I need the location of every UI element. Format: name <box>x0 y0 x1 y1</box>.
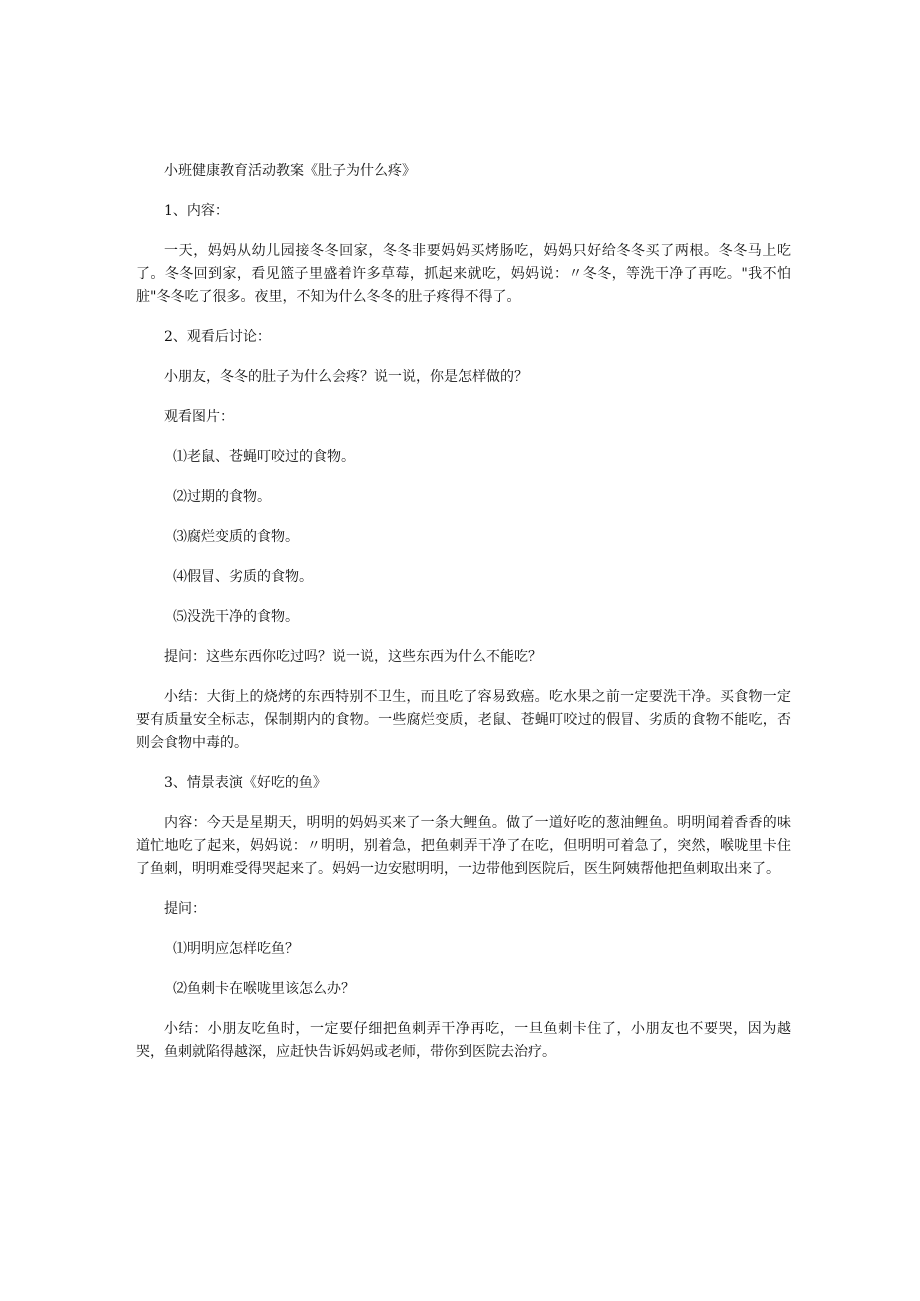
document-page <box>136 160 791 1081</box>
section1-heading: 1、内容： <box>164 203 229 219</box>
section3-ask-label: 提问： <box>164 901 206 917</box>
section2-question: 小朋友，冬冬的肚子为什么会疼？说一说，你是怎样做的？ <box>164 369 528 385</box>
question-item: ⑵鱼刺卡在喉咙里该怎么办？ <box>173 981 355 997</box>
picture-item: ⑸没洗干净的食物。 <box>173 609 299 625</box>
picture-item: ⑵过期的食物。 <box>173 489 271 505</box>
section3-summary: 小结：小朋友吃鱼时，一定要仔细把鱼刺弄干净再吃，一旦鱼刺卡住了，小朋友也不要哭，因为越哭，鱼刺就陷得越深，应赶快告诉妈妈或老师，带你到医院去治疗。 <box>136 1021 791 1060</box>
question-item: ⑴明明应怎样吃鱼？ <box>173 941 299 957</box>
section3-content: 内容：今天是星期天，明明的妈妈买来了一条大鲤鱼。做了一道好吃的葱油鲤鱼。明明闻着香香的味道忙地吃了起来，妈妈说：〃明明，别着急，把鱼刺弄干净了在吃，但明明可着急了，突然，喉咙里卡住了鱼刺，明明难受得哭起来了。妈妈一边安慰明明，一边带他到医院后，医生阿姨帮他把鱼刺取出来了。 <box>136 815 791 877</box>
section1-story: 一天，妈妈从幼儿园接冬冬回家，冬冬非要妈妈买烤肠吃，妈妈只好给冬冬买了两根。冬冬马上吃了。冬冬回到家，看见篮子里盛着许多草莓，抓起来就吃，妈妈说：〃冬冬，等洗干净了再吃。"我不怕脏"冬冬吃了很多。夜里，不知为什么冬冬的肚子疼得不得了。 <box>136 243 791 305</box>
section2-heading: 2、观看后讨论： <box>164 329 271 345</box>
picture-item: ⑷假冒、劣质的食物。 <box>173 569 313 585</box>
picture-item: ⑶腐烂变质的食物。 <box>173 529 299 545</box>
section2-ask: 提问：这些东西你吃过吗？说一说，这些东西为什么不能吃？ <box>164 649 542 665</box>
section3-heading: 3、情景表演《好吃的鱼》 <box>164 775 327 791</box>
picture-item: ⑴老鼠、苍蝇叮咬过的食物。 <box>173 449 355 465</box>
document-title: 小班健康教育活动教案《肚子为什么疼》 <box>164 163 416 179</box>
section2-summary: 小结：大街上的烧烤的东西特别不卫生，而且吃了容易致癌。吃水果之前一定要洗干净。买食物一定要有质量安全标志，保制期内的食物。一些腐烂变质，老鼠、苍蝇叮咬过的假冒、劣质的食物不能吃，否则会食物中毒的。 <box>136 689 791 751</box>
pictures-label: 观看图片： <box>164 409 234 425</box>
